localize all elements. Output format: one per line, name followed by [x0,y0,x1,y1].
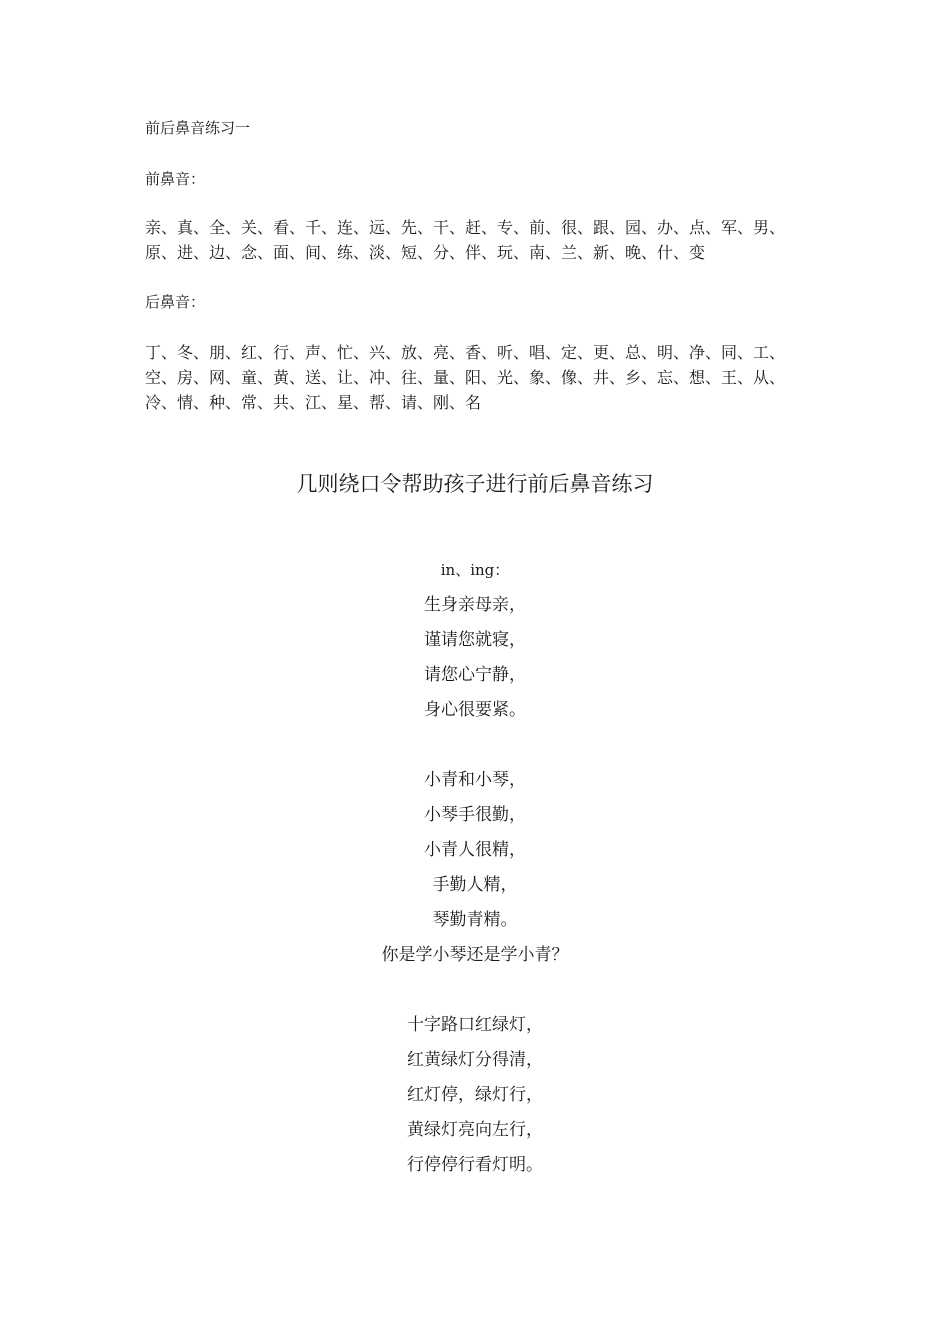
document-title: 前后鼻音练习一 [145,119,251,137]
poem3-line-5: 行停停行看灯明。 [407,1155,543,1175]
back-nasal-label: 后鼻音： [145,293,206,311]
poem1-line-1: 生身亲母亲， [424,595,526,615]
poem2-line-4: 手勤人精， [432,875,518,895]
back-nasal-line-2: 空、房、网、童、黄、送、让、冲、往、量、阳、光、象、像、井、乡、忘、想、王、从、 [145,368,786,387]
poem2-line-3: 小青人很精， [424,840,526,860]
back-nasal-line-1: 丁、冬、朋、红、行、声、忙、兴、放、亮、香、听、唱、定、更、总、明、净、同、工、 [145,343,786,362]
poem3-line-3: 红灯停，绿灯行， [407,1085,543,1105]
poem2-line-2: 小琴手很勤， [424,805,526,825]
back-nasal-line-3: 冷、情、种、常、共、江、星、帮、请、刚、名 [145,393,482,412]
poem1-line-4: 身心很要紧。 [424,700,526,720]
poem3-line-2: 红黄绿灯分得清， [407,1050,543,1070]
poem2-line-1: 小青和小琴， [424,770,526,790]
poem2-line-5: 琴勤青精。 [432,910,518,930]
poem3-line-4: 黄绿灯亮向左行， [407,1120,543,1140]
poem1-line-2: 谨请您就寝， [424,630,526,650]
front-nasal-line-1: 亲、真、全、关、看、千、连、远、先、干、赶、专、前、很、跟、园、办、点、军、男、 [145,218,786,237]
poem3-line-1: 十字路口红绿灯， [407,1015,543,1035]
section-heading: 几则绕口令帮助孩子进行前后鼻音练习 [296,472,654,496]
poem1-line-3: 请您心宁静， [424,665,526,685]
poem-label: in、ing： [440,561,510,579]
front-nasal-line-2: 原、进、边、念、面、间、练、淡、短、分、伴、玩、南、兰、新、晚、什、变 [145,243,706,262]
poem2-line-6: 你是学小琴还是学小青？ [381,945,569,965]
front-nasal-label: 前鼻音： [145,170,206,188]
